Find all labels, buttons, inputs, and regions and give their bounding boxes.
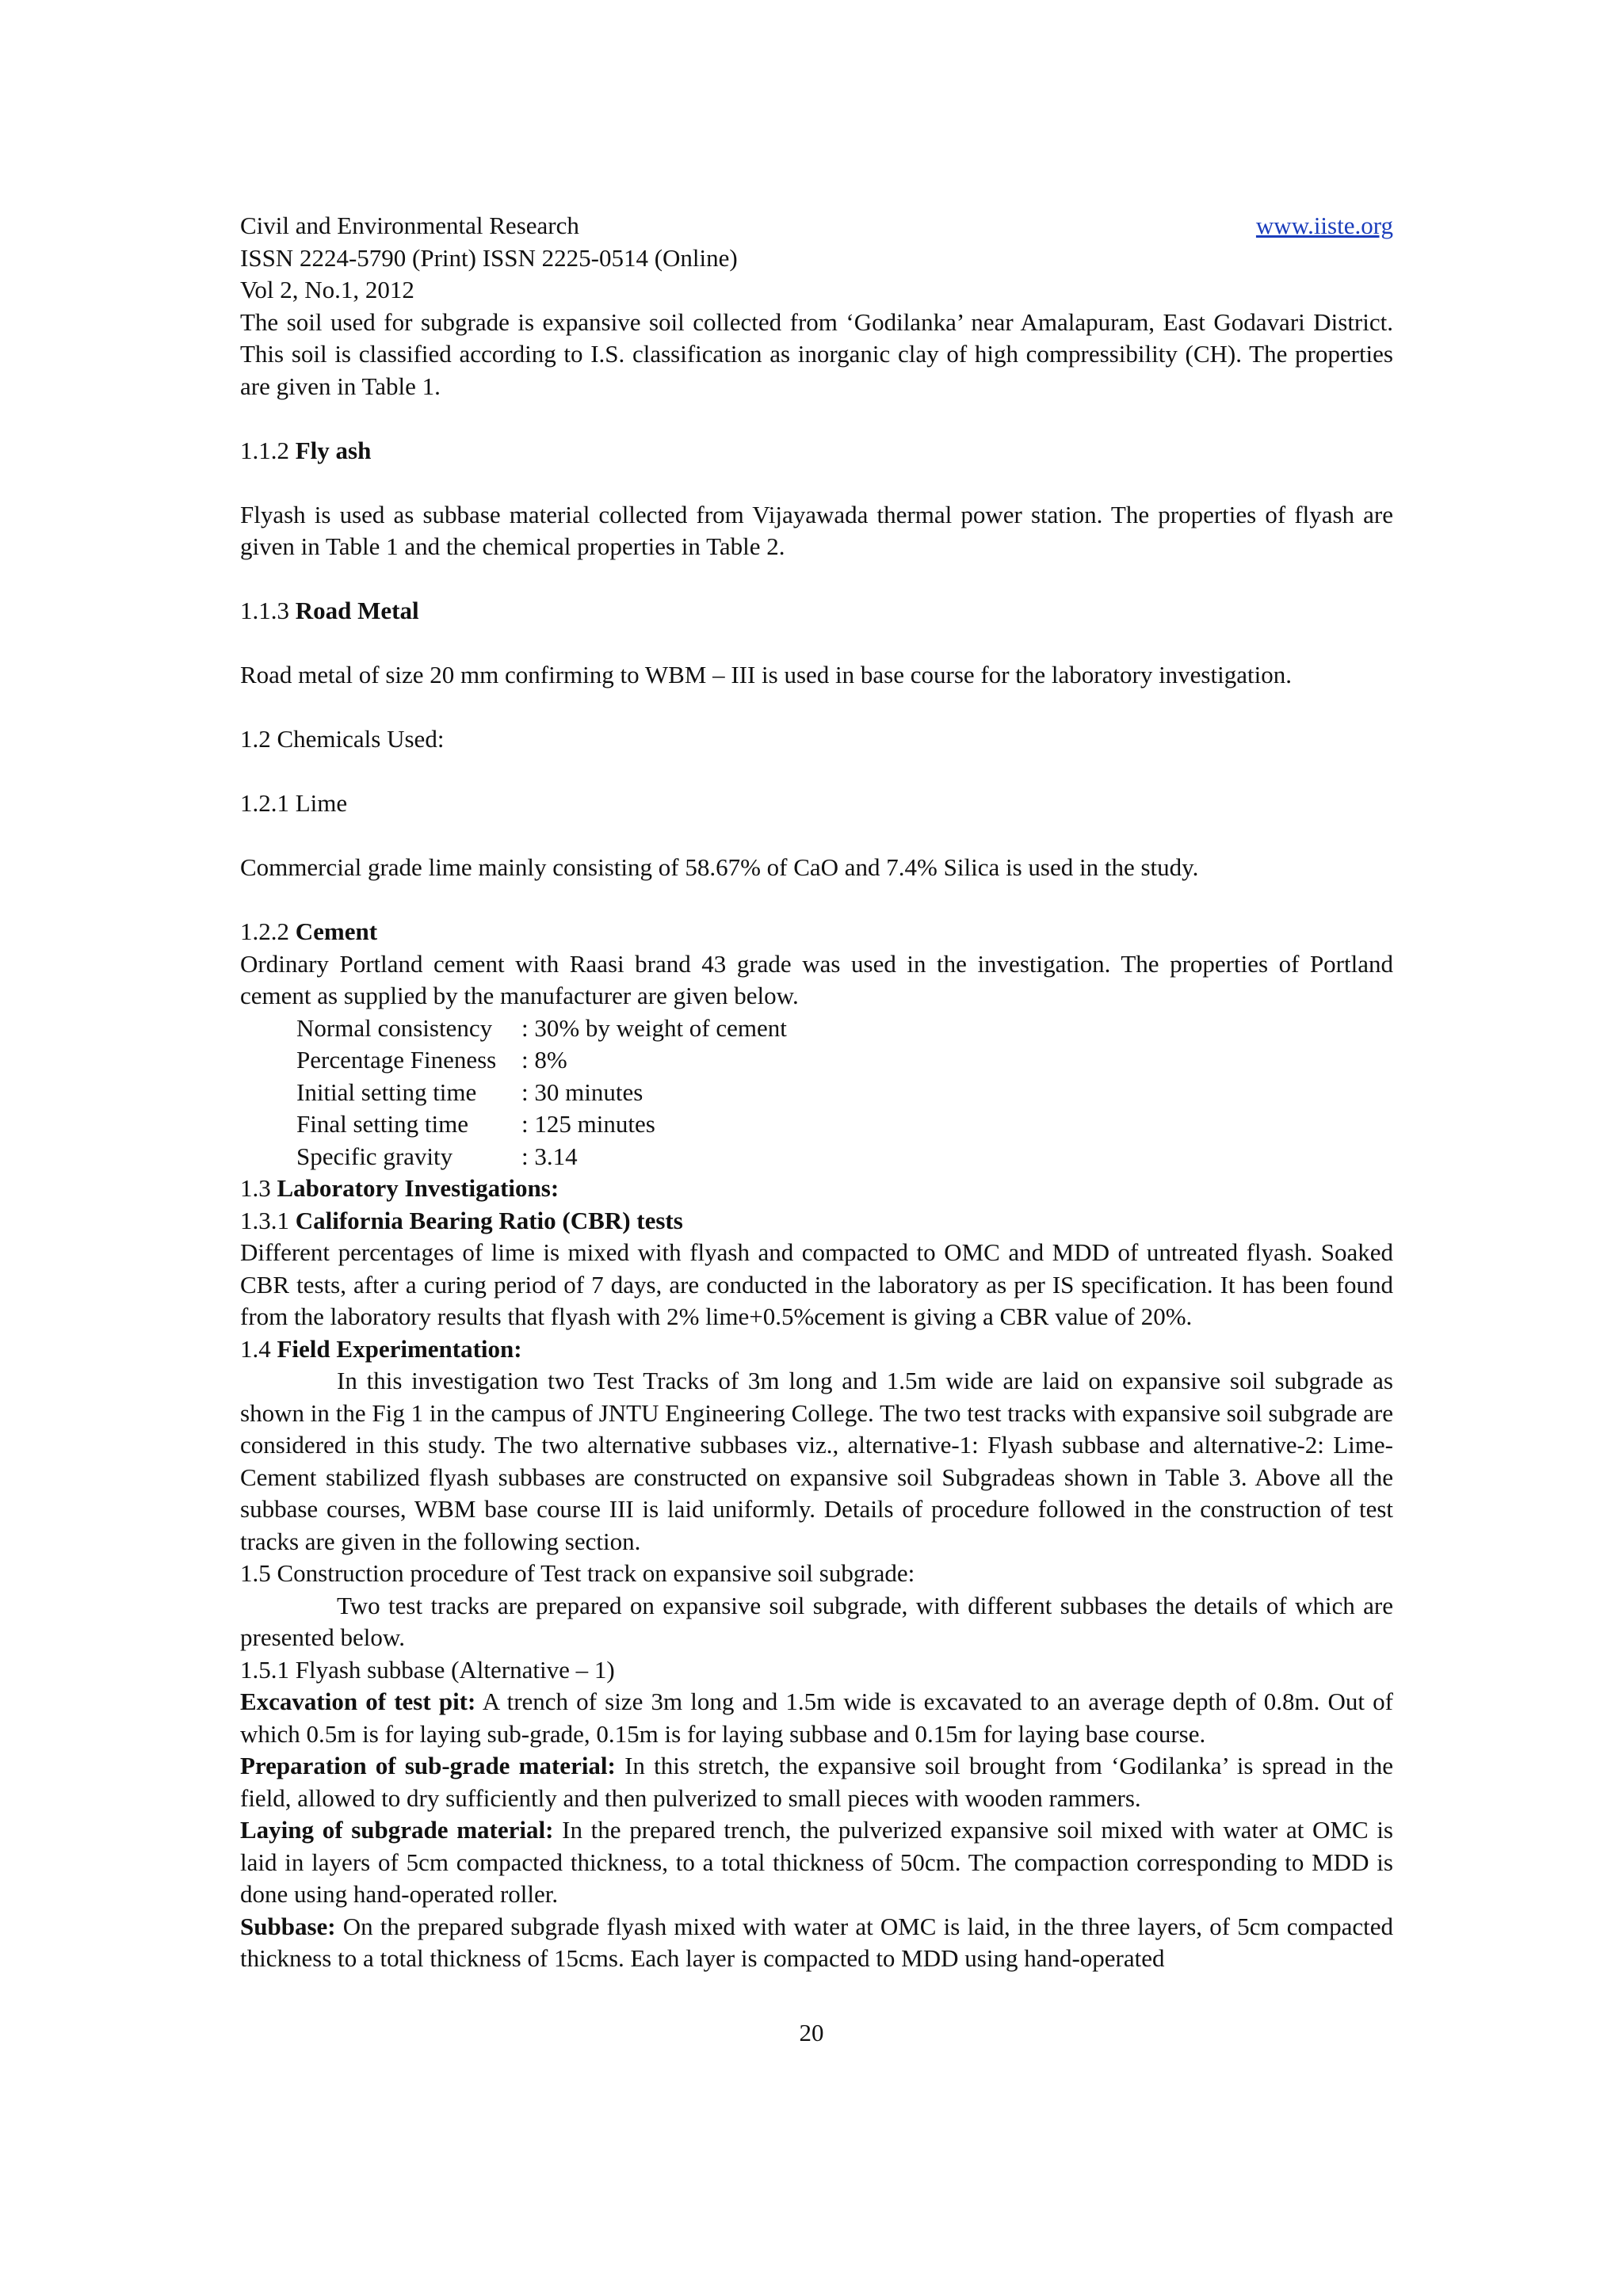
alt1-heading: 1.5.1 Flyash subbase (Alternative – 1)	[240, 1655, 615, 1684]
cement-property-row: Initial setting time : 30 minutes	[296, 1077, 643, 1106]
cement-paragraph: Ordinary Portland cement with Raasi brand 43 grade was used in the investigation. The properties of Portland cement as supplied by the manufacturer are given below.	[240, 949, 1393, 1009]
website-link[interactable]: www.iiste.org	[1255, 212, 1393, 239]
cement-property-row: Final setting time : 125 minutes	[296, 1110, 655, 1138]
cement-property-row: Normal consistency : 30% by weight of cement	[296, 1013, 787, 1042]
chemicals-heading: 1.2 Chemicals Used:	[240, 725, 445, 753]
cement-property-row: Percentage Fineness : 8%	[296, 1046, 567, 1074]
page-content	[240, 210, 1393, 1975]
cbr-paragraph: Different percentages of lime is mixed with flyash and compacted to OMC and MDD of untreated flyash. Soaked CBR tests, after a curing period of 7 days, are conducted in the laboratory as per IS specification. It has been found from the laboratory results that flyash with 2% lime+0.5%cement is giving a CBR value of 20%.	[240, 1238, 1393, 1330]
subbase-paragraph: Subbase: On the prepared subgrade flyash mixed with water at OMC is laid, in the three layers, of 5cm compacted thickness to a total thickness of 15cms. Each layer is compacted to MDD using hand-operated	[240, 1912, 1393, 1972]
subgrade-laying-paragraph: Laying of subgrade material: In the prepared trench, the pulverized expansive soil mixed with water at OMC is laid in layers of 5cm compacted thickness, to a total thickness of 50cm. The compaction corresponding to MDD is done using hand-operated roller.	[240, 1816, 1393, 1908]
construction-paragraph: Two test tracks are prepared on expansive soil subgrade, with different subbases the details of which are presented below.	[240, 1591, 1393, 1651]
cement-property-row: Specific gravity : 3.14	[296, 1142, 578, 1170]
running-header	[240, 210, 1393, 242]
roadmetal-paragraph: Road metal of size 20 mm confirming to WBM – III is used in base course for the laboratory investigation.	[240, 661, 1292, 688]
journal-title: Civil and Environmental Research	[240, 212, 579, 239]
subgrade-prep-paragraph: Preparation of sub-grade material: In this stretch, the expansive soil brought from ‘Godilanka’ is spread in the field, allowed to dry sufficiently and then pulverized to small pieces with wooden rammers.	[240, 1752, 1393, 1812]
cbr-heading: 1.3.1 California Bearing Ratio (CBR) tests	[240, 1206, 683, 1234]
page-number: 20	[799, 2019, 824, 2046]
lime-heading: 1.2.1 Lime	[240, 789, 348, 817]
flyash-paragraph: Flyash is used as subbase material collected from Vijayawada thermal power station. The properties of flyash are given in Table 1 and the chemical properties in Table 2.	[240, 500, 1393, 560]
construction-heading: 1.5 Construction procedure of Test track on expansive soil subgrade:	[240, 1559, 915, 1587]
issn-line: ISSN 2224-5790 (Print) ISSN 2225-0514 (Online)	[240, 243, 738, 272]
volume-line: Vol 2, No.1, 2012	[240, 276, 414, 303]
field-paragraph: In this investigation two Test Tracks of 3m long and 1.5m wide are laid on expansive soil subgrade as shown in the Fig 1 in the campus of JNTU Engineering College. The two test tracks with expansive soil subgrade are considered in this study. The two alternative subbases viz., alternative-1: Flyash subbase and alternative-2: Lime-Cement stabilized flyash subbases are constructed on expansive soil Subgradeas shown in Table 3. Above all the subbase courses, WBM base course III is laid uniformly. Details of procedure followed in the construction of test tracks are given in the following section.	[240, 1367, 1393, 1555]
flyash-heading: 1.1.2 Fly ash	[240, 436, 372, 464]
intro-paragraph: The soil used for subgrade is expansive soil collected from ‘Godilanka’ near Amalapuram, East Godavari District. This soil is classified according to I.S. classification as inorganic clay of high compressibility (CH). The properties are given in Table 1.	[240, 307, 1393, 400]
lab-heading: 1.3 Laboratory Investigations:	[240, 1174, 559, 1202]
cement-heading: 1.2.2 Cement	[240, 917, 378, 945]
roadmetal-heading: 1.1.3 Road Metal	[240, 597, 419, 624]
cement-properties-list	[296, 1013, 1393, 1173]
field-heading: 1.4 Field Experimentation:	[240, 1334, 522, 1363]
excavation-paragraph: Excavation of test pit: A trench of size 3m long and 1.5m wide is excavated to an average depth of 0.8m. Out of which 0.5m is for laying sub-grade, 0.15m is for laying subbase and 0.15m for laying base course.	[240, 1688, 1393, 1748]
lime-paragraph: Commercial grade lime mainly consisting of 58.67% of CaO and 7.4% Silica is used in the study.	[240, 853, 1199, 881]
